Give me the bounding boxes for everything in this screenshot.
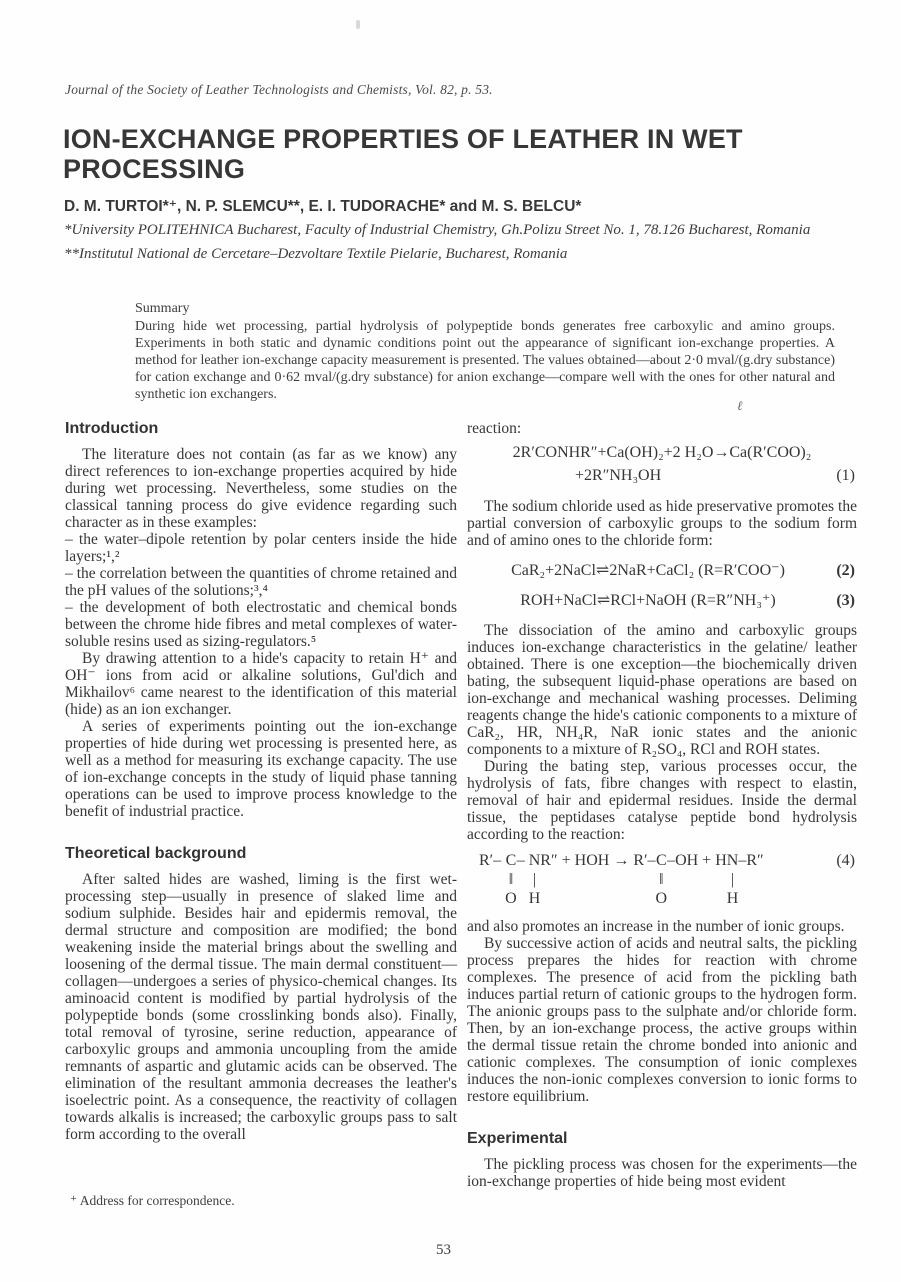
eq4-segment: R″ + HOH → R′–: [540, 852, 656, 869]
right-paragraph-3: During the bating step, various processes occur, the hydrolysis of fats, fibre changes with respect to elastin, removal of hair and epidermal residues. Inside the dermal tissue, the peptidases catalyse peptide bond hydrolysis according to the reaction:: [467, 758, 857, 843]
equation-1-number: (1): [836, 467, 855, 484]
intro-paragraph-3: A series of experiments pointing out the ion-exchange properties of hide during wet processing is presented here, as well as a method for measuring its exchange capacity. The use of ion-exchange concepts in the study of liquid phase tanning operations can be used to improve process knowledge to the benefit of industrial practice.: [65, 718, 457, 820]
affiliations-block: [64, 219, 864, 266]
equation-2-number: (2): [836, 562, 855, 579]
journal-header-line: Journal of the Society of Leather Technologists and Chemists, Vol. 82, p. 53.: [65, 82, 493, 97]
eq4-atom: [695, 889, 699, 908]
experimental-paragraph-1: The pickling process was chosen for the experiments—the ion-exchange properties of hide being most evident: [467, 1156, 857, 1190]
intro-list-item-2: – the correlation between the quantities of chrome retained and the pH values of the solutions;³,⁴: [65, 565, 457, 599]
eq4-bond: |: [730, 871, 735, 888]
left-column: [65, 420, 457, 1143]
equation-1: [467, 444, 857, 489]
eq4-segment: R′–: [479, 852, 506, 869]
paper-title: ION-EXCHANGE PROPERTIES OF LEATHER IN WET PROCESSING: [63, 124, 743, 184]
eq4-atom: [490, 889, 494, 908]
equation-1-line-2: +2R″NH₃OH: [575, 467, 662, 484]
summary-label: Summary: [135, 301, 190, 316]
eq4-segment: N: [726, 852, 739, 869]
eq4-segment: C: [655, 852, 667, 869]
eq4-segment: –R″: [738, 852, 764, 869]
theoretical-paragraph-1: After salted hides are washed, liming is the first wet-processing step—usually in presence of slaked lime and sodium sulphide. Besides hair and epidermis removal, the dermal structure and composition are modified; the bond weakening inside the material brings about the swelling and loosening of the dermal tissue. The main dermal constituent—collagen—undergoes a series of physico-chemical changes. Its aminoacid content is modified by partial hydrolysis of the polypeptide bonds (some crosslinking bonds also). Finally, total removal of tyrosine, serine reduction, appearance of carboxylic groups and ammonia uncoupling from the amide remnants of aspartic and glutamic acids can be observed. The elimination of the resultant ammonia decreases the leather's isoelectric point. As a consequence, the reactivity of collagen towards alkalis is increased; the carboxylic groups pass to salt form according to the overall: [65, 871, 457, 1143]
equation-3: [467, 592, 857, 609]
eq4-segment: C: [505, 852, 517, 869]
eq4-bond: ‖: [508, 871, 514, 888]
eq4-atom: [749, 889, 753, 908]
eq4-atom: O: [505, 890, 517, 907]
footnote: ⁺ Address for correspondence.: [70, 1193, 235, 1208]
page-number: 53: [436, 1242, 451, 1258]
eq4-bond: [695, 870, 699, 889]
eq4-bond: [490, 870, 494, 889]
eq4-bond: |: [532, 871, 537, 888]
eq4-segment: –OH + H: [667, 852, 727, 869]
eq4-atom: [596, 889, 600, 908]
summary-text: During hide wet processing, partial hydrolysis of polypeptide bonds generates free carboxylic and amino groups. Experiments in both static and dynamic conditions point out the appearance of significant ion-exchange properties. A method for leather ion-exchange capacity measurement is presented. The values obtained—about 2·0 mval/(g.dry substance) for cation exchange and 0·62 mval/(g.dry substance) for anion exchange—compare well with the ones for other natural and synthetic ion exchangers.: [135, 318, 835, 402]
eq4-atom: O: [655, 890, 668, 907]
eq4-bond: [596, 870, 600, 889]
equation-4-number: (4): [836, 852, 855, 869]
eq4-bond: [749, 870, 753, 889]
scan-artifact: [356, 20, 360, 29]
right-paragraph-4: and also promotes an increase in the number of ionic groups.: [467, 918, 845, 935]
intro-list-item-1: – the water–dipole retention by polar centers inside the hide layers;¹,²: [65, 531, 457, 565]
right-paragraph-1: The sodium chloride used as hide preservative promotes the partial conversion of carboxylic groups to the sodium form and of amino ones to the chloride form:: [467, 498, 857, 549]
equation-2: [467, 562, 857, 579]
authors-line: D. M. TURTOI*⁺, N. P. SLEMCU**, E. I. TUDORACHE* and M. S. BELCU*: [64, 198, 582, 215]
eq4-bond: ‖: [659, 871, 664, 888]
eq4-atom: H: [726, 890, 739, 907]
section-heading-introduction: Introduction: [65, 420, 159, 437]
affiliation-2: **Institutul National de Cercetare–Dezvoltare Textile Pielarie, Bucharest, Romania: [64, 245, 568, 262]
eq4-atom: [521, 889, 525, 908]
eq4-bond: [521, 870, 525, 889]
equation-1-line-1: 2R′CONHR″+Ca(OH)₂+2 H₂O→Ca(R′COO)₂: [512, 444, 812, 461]
intro-paragraph-1: The literature does not contain (as far as we know) any direct references to ion-exchange properties acquired by hide during wet processing. Nevertheless, some studies on the classical tanning process do give evidence regarding such character as in these examples:: [65, 446, 457, 531]
intro-paragraph-2: By drawing attention to a hide's capacity to retain H⁺ and OH⁻ ions from acid or alkaline solutions, Gul'dich and Mikhailov⁶ came nearest to the identification of this material (hide) as an ion exchanger.: [65, 650, 457, 718]
right-column: [467, 420, 857, 1190]
section-heading-experimental: Experimental: [467, 1130, 568, 1147]
equation-3-number: (3): [836, 592, 855, 609]
reaction-lead: reaction:: [467, 420, 522, 437]
equation-4: [467, 851, 857, 908]
eq4-segment: –: [516, 852, 529, 869]
eq4-segment: N: [528, 852, 541, 869]
equation-3-formula: ROH+NaCl⇌RCl+NaOH (R=R″NH₃⁺): [520, 592, 776, 609]
right-paragraph-2: The dissociation of the amino and carboxylic groups induces ion-exchange characteristics in the gelatine/ leather obtained. There is one exception—the biochemically driven bating, the subsequent liquid-phase operations are based on ion-exchange and mechanical washing processes. Deliming reagents change the hide's cationic components to a mixture of CaR₂, HR, NH₄R, NaR ionic states and the anionic components to a mixture of R₂SO₄, RCl and ROH states.: [467, 622, 857, 758]
summary-block: [135, 301, 835, 403]
right-paragraph-5: By successive action of acids and neutral salts, the pickling process prepares the hides for reaction with chrome complexes. The presence of acid from the pickling bath induces partial return of cationic groups to the hydrogen form. The anionic groups pass to the sulphate and/or chloride form. Then, by an ion-exchange process, the active groups within the dermal tissue retain the chrome bonded into anionic and cationic complexes. The consumption of ionic complexes induces the non-ionic complexes conversion to ionic forms to restore equilibrium.: [467, 935, 857, 1105]
scan-mark: ℓ: [737, 398, 743, 413]
equation-2-formula: CaR₂+2NaCl⇌2NaR+CaCl₂ (R=R′COO⁻): [511, 562, 785, 579]
affiliation-1: *University POLITEHNICA Bucharest, Faculty of Industrial Chemistry, Gh.Polizu Street No. 1, 78.126 Bucharest, Romania: [64, 222, 811, 238]
section-heading-theoretical: Theoretical background: [65, 845, 247, 862]
eq4-atom: H: [528, 890, 541, 907]
intro-list-item-3: – the development of both electrostatic and chemical bonds between the chrome hide fibres and metal complexes of water-soluble resins used as sizing-regulators.⁵: [65, 599, 457, 650]
